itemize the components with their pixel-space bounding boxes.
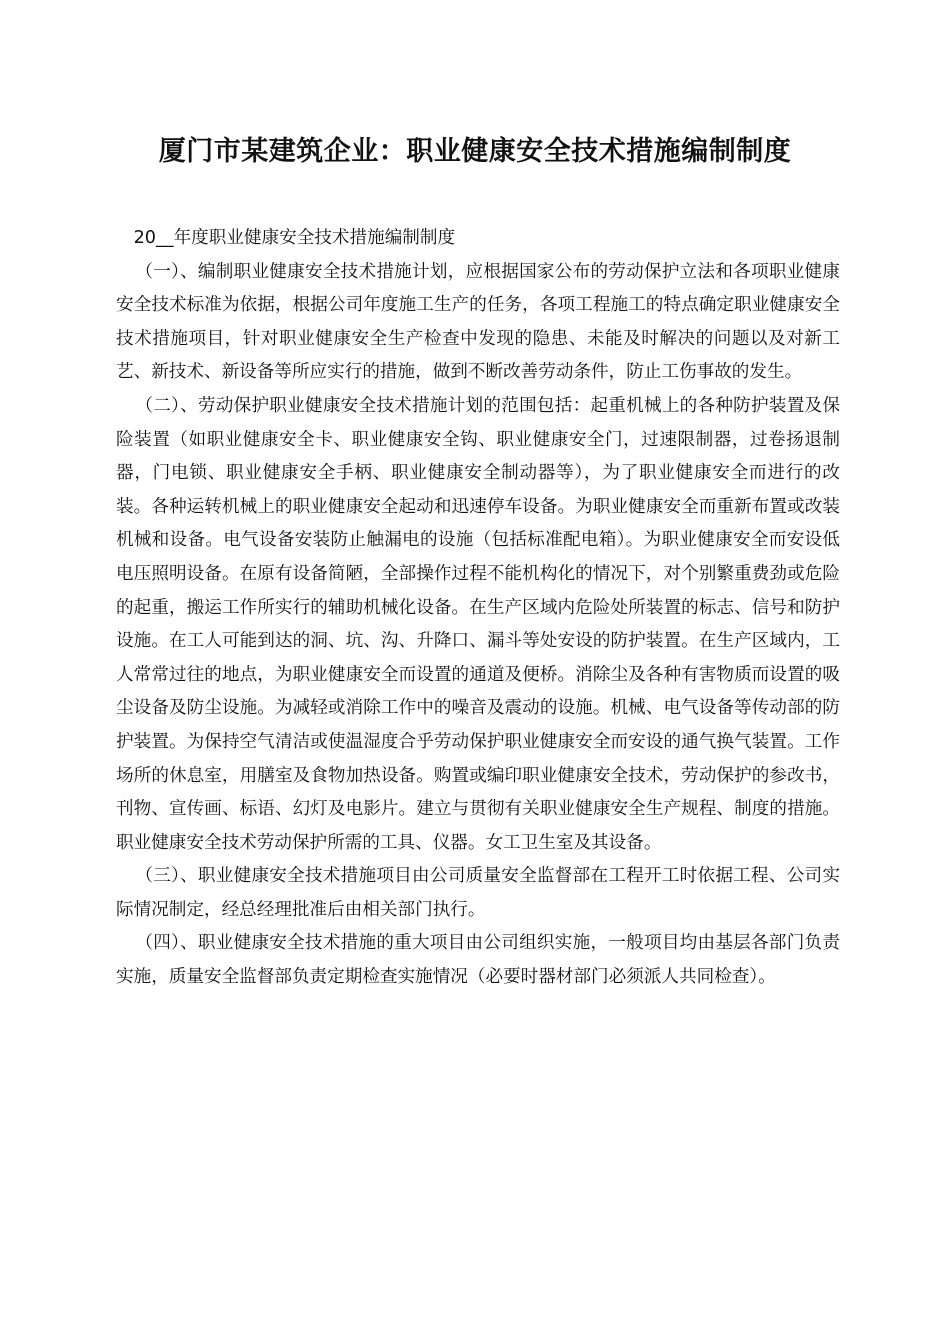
paragraph-1: （一）、编制职业健康安全技术措施计划，应根据国家公布的劳动保护立法和各项职业健康安全技术标准为依据，根据公司年度施工生产的任务，各项工程施工的特点确定职业健康安全技术措施项目，针对职业健康安全生产检查中发现的隐患、未能及时解决的问题以及对新工艺、新技术、新设备等所应实行的措施，做到不断改善劳动条件，防止工伤事故的发生。 [116, 261, 840, 383]
paragraph-4: （四）、职业健康安全技术措施的重大项目由公司组织实施，一般项目均由基层各部门负责实施，质量安全监督部负责定期检查实施情况（必要时器材部门必须派人共同检查）。 [116, 933, 840, 988]
document-subtitle: 20__年度职业健康安全技术措施编制制度 [133, 228, 456, 248]
document-title: 厦门市某建筑企业：职业健康安全技术措施编制制度 [158, 136, 792, 167]
paragraph-3: （三）、职业健康安全技术措施项目由公司质量安全监督部在工程开工时依据工程、公司实际情况制定，经总经理批准后由相关部门执行。 [116, 866, 840, 920]
paragraph-2: （二）、劳动保护职业健康安全技术措施计划的范围包括：起重机械上的各种防护装置及保险装置（如职业健康安全卡、职业健康安全钩、职业健康安全门，过速限制器，过卷扬退制器，门电锁、职业健康安全手柄、职业健康安全制动器等），为了职业健康安全而进行的改装。各种运转机械上的职业健康安全起动和迅速停车设备。为职业健康安全而重新布置或改装机械和设备。电气设备安装防止触漏电的设施（包括标准配电箱）。为职业健康安全而安设低电压照明设备。在原有设备简陋，全部操作过程不能机构化的情况下，对个别繁重费劲或危险的起重，搬运工作所实行的辅助机械化设备。在生产区域内危险处所装置的标志、信号和防护设施。在工人可能到达的洞、坑、沟、升降口、漏斗等处安设的防护装置。在生产区域内，工人常常过往的地点，为职业健康安全而设置的通道及便桥。消除尘及各种有害物质而设置的吸尘设备及防尘设施。为减轻或消除工作中的噪音及震动的设施。机械、电气设备等传动部的防护装置。为保持空气清洁或使温湿度合乎劳动保护职业健康安全而安设的通气换气装置。工作场所的休息室，用膳室及食物加热设备。购置或编印职业健康安全技术，劳动保护的参改书，刊物、宣传画、标语、幻灯及电影片。建立与贯彻有关职业健康安全生产规程、制度的措施。职业健康安全技术劳动保护所需的工具、仪器。女工卫生室及其设备。 [116, 395, 840, 853]
document-body [116, 222, 840, 995]
